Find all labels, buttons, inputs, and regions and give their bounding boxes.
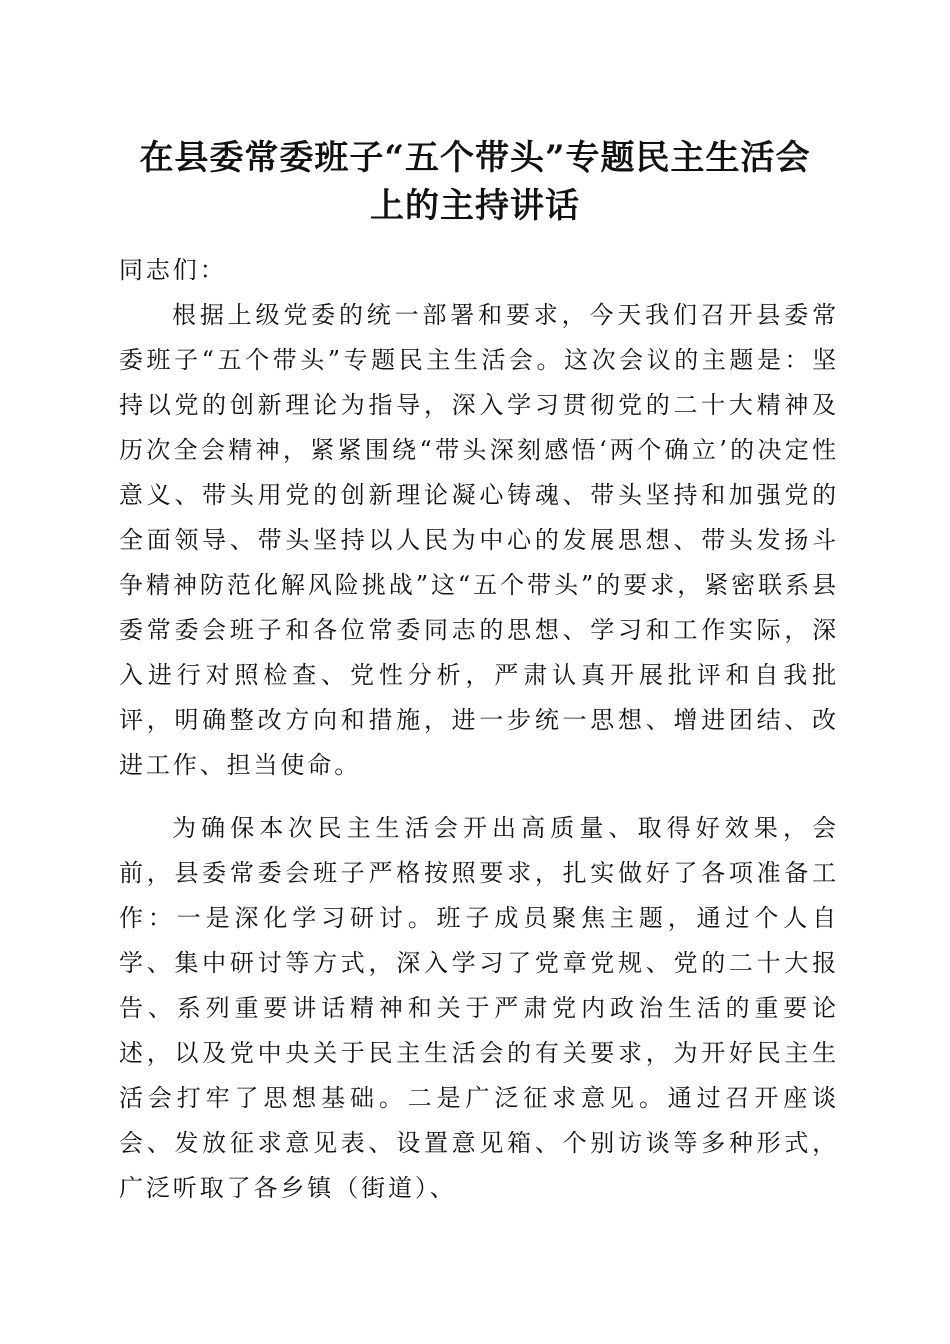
salutation: 同志们： (119, 256, 227, 284)
document-title (100, 134, 850, 230)
paragraph: 为确保本次民主生活会开出高质量、取得好效果，会前，县委常委会班子严格按照要求，扎实做好了各项准备工作：一是深化学习研讨。班子成员聚焦主题，通过个人自学、集中研讨等方式，深入学习了党章党规、党的二十大报告、系列重要讲话精神和关于严肃党内政治生活的重要论述，以及党中央关于民主生活会的有关要求，为开好民主生活会打牢了思想基础。二是广泛征求意见。通过召开座谈会、发放征求意见表、设置意见箱、个别访谈等多种形式，广泛听取了各乡镇（街道）、 (119, 814, 839, 1202)
document-body (119, 248, 839, 1229)
title-line-1: 在县委常委班子“五个带头”专题民主生活会 (139, 138, 811, 178)
paragraph: 根据上级党委的统一部署和要求，今天我们召开县委常委班子“五个带头”专题民主生活会。这次会议的主题是：坚持以党的创新理论为指导，深入学习贯彻党的二十大精神及历次全会精神，紧紧围绕“带头深刻感悟‘两个确立’的决定性意义、带头用党的创新理论凝心铸魂、带头坚持和加强党的全面领导、带头坚持以人民为中心的发展思想、带头发扬斗争精神防范化解风险挑战”这“五个带头”的要求，紧密联系县委常委会班子和各位常委同志的思想、学习和工作实际，深入进行对照检查、党性分析，严肃认真开展批评和自我批评，明确整改方向和措施，进一步统一思想、增进团结、改进工作、担当使命。 (119, 301, 839, 779)
title-line-2: 上的主持讲话 (370, 186, 580, 226)
